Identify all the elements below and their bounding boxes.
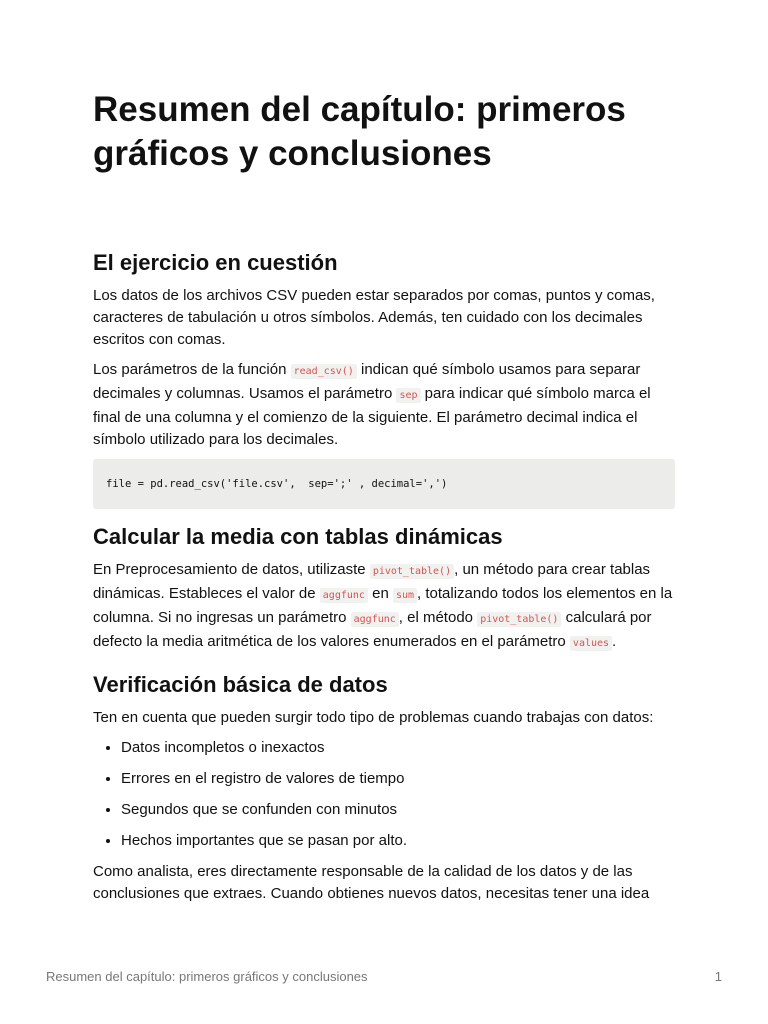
text-run: , un método para crear tablas dinámicas. Estableces el valor de bbox=[93, 561, 651, 602]
paragraph-read-csv-params bbox=[93, 359, 675, 451]
text-run: en bbox=[367, 585, 393, 602]
inline-code-pivot-table: pivot_table() bbox=[370, 564, 454, 579]
page-number: 1 bbox=[714, 969, 722, 984]
page-title-line-1: Resumen del capítulo: primeros bbox=[93, 90, 626, 129]
text-run: En Preprocesamiento de datos, utilizaste bbox=[93, 561, 370, 578]
list-item: • Segundos que se confunden con minutos bbox=[121, 799, 675, 821]
section-heading-media: Calcular la media con tablas dinámicas bbox=[93, 524, 503, 549]
document-body bbox=[93, 88, 675, 913]
code-block: file = pd.read_csv('file.csv', sep=';' , decimal=',') bbox=[93, 459, 675, 509]
paragraph-pivot-table bbox=[93, 559, 675, 655]
section-heading-ejercicio: El ejercicio en cuestión bbox=[93, 250, 338, 275]
list-item: • Errores en el registro de valores de tiempo bbox=[121, 768, 675, 790]
paragraph-analyst-responsibility: Como analista, eres directamente responsable de la calidad de los datos y de las conclusiones que extraes. Cuando obtienes nuevos datos, necesitas tener una idea bbox=[93, 863, 650, 902]
inline-code-read-csv: read_csv() bbox=[291, 364, 357, 379]
text-run: indican qué símbolo usamos para separar decimales y columnas. Usamos el parámetro bbox=[93, 361, 641, 402]
page-title-line-2: gráficos y conclusiones bbox=[93, 134, 492, 173]
paragraph-csv-separators: Los datos de los archivos CSV pueden estar separados por comas, puntos y comas, caracteres de tabulación u otros símbolos. Además, ten cuidado con los decimales escritos con comas. bbox=[93, 287, 655, 348]
inline-code-sep: sep bbox=[396, 388, 420, 403]
inline-code-values: values bbox=[570, 636, 612, 651]
inline-code-aggfunc: aggfunc bbox=[320, 588, 368, 603]
text-run: , totalizando todos los elementos en la columna. Si no ingresas un parámetro bbox=[93, 585, 673, 626]
list-item: • Hechos importantes que se pasan por alto. bbox=[121, 830, 675, 852]
page-title bbox=[93, 88, 675, 176]
text-run: para indicar qué símbolo marca el final de una columna y el comienzo de la siguiente. El parámetro decimal indica el símbolo utilizado para los decimales. bbox=[93, 385, 651, 448]
inline-code-aggfunc: aggfunc bbox=[351, 612, 399, 627]
text-run: . bbox=[612, 633, 617, 650]
problems-list bbox=[93, 737, 675, 852]
list-item: • Datos incompletos o inexactos bbox=[121, 737, 675, 759]
text-run: , el método bbox=[398, 609, 478, 626]
text-run: calculará por defecto la media aritmética de los valores enumerados en el parámetro bbox=[93, 609, 652, 650]
text-run: Los parámetros de la función bbox=[93, 361, 291, 378]
section-heading-verificacion: Verificación básica de datos bbox=[93, 672, 388, 697]
footer-title: Resumen del capítulo: primeros gráficos y conclusiones bbox=[46, 969, 368, 984]
inline-code-pivot-table: pivot_table() bbox=[477, 612, 561, 627]
paragraph-problems-intro: Ten en cuenta que pueden surgir todo tipo de problemas cuando trabajas con datos: bbox=[93, 709, 654, 726]
inline-code-sum: sum bbox=[393, 588, 417, 603]
